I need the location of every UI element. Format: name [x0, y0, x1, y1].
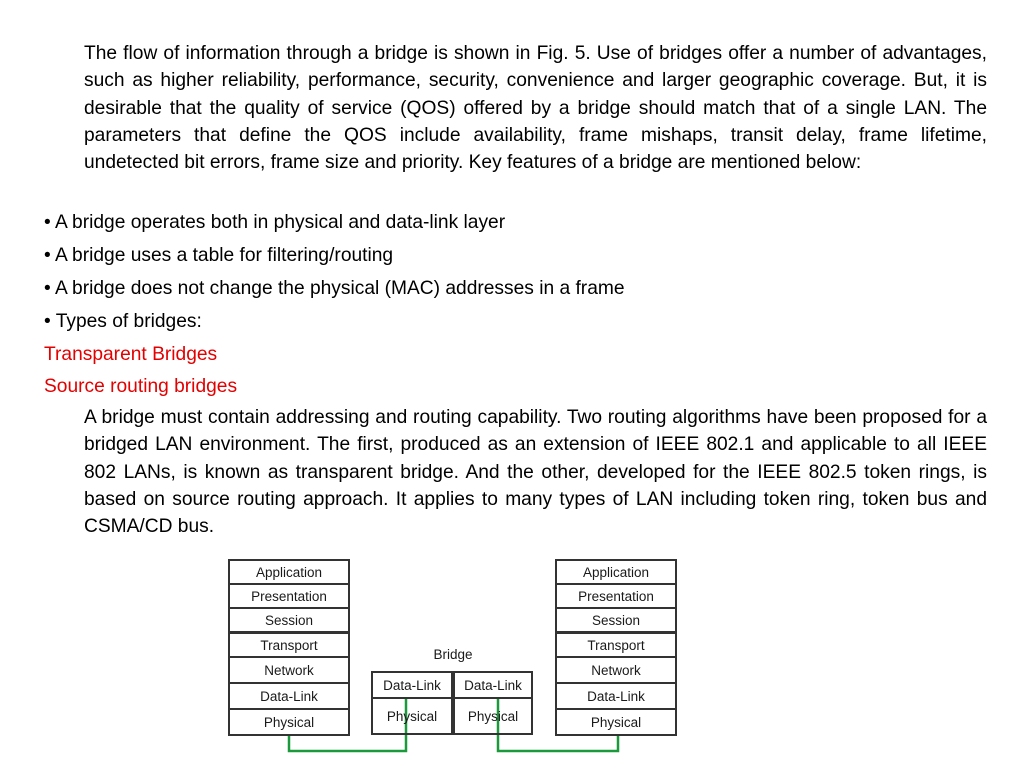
bridge-label: Bridge: [433, 647, 473, 662]
bridge-left-layer: Data-Link: [371, 671, 453, 699]
right-stack-layer: Data-Link: [555, 682, 677, 710]
right-stack-layer: Session: [555, 607, 677, 633]
left-stack-layer: Physical: [228, 708, 350, 736]
bullet-item: • A bridge does not change the physical (MAC) addresses in a frame: [44, 278, 625, 299]
bridge-type-transparent: Transparent Bridges: [44, 344, 218, 365]
right-stack-layer: Network: [555, 656, 677, 684]
right-stack-layer: Presentation: [555, 583, 677, 609]
right-stack-layer: Application: [555, 559, 677, 585]
bullet-item: • A bridge operates both in physical and data-link layer: [44, 212, 506, 233]
routing-paragraph: A bridge must contain addressing and routing capability. Two routing algorithms have been proposed for a bridged LAN environment. The first, produced as an extension of IEEE 802.1 and applicable to all IEEE 802 LANs, is known as transparent bridge. And the other, developed for the IEEE 802.5 token rings, is based on source routing approach. It applies to many types of LAN including token ring, token bus and CSMA/CD bus.: [84, 407, 987, 538]
left-stack-layer: Session: [228, 607, 350, 633]
right-stack-layer: Transport: [555, 632, 677, 658]
left-stack-layer: Transport: [228, 632, 350, 658]
left-stack-layer: Network: [228, 656, 350, 684]
left-stack-layer: Application: [228, 559, 350, 585]
bridge-right-layer: Data-Link: [453, 671, 533, 699]
bridge-left-layer: Physical: [371, 697, 453, 735]
bullet-item: • A bridge uses a table for filtering/routing: [44, 245, 394, 266]
intro-paragraph: The flow of information through a bridge is shown in Fig. 5. Use of bridges offer a number of advantages, such as higher reliability, performance, security, convenience and larger geographic coverage. But, it is desirable that the quality of service (QOS) offered by a bridge should match that of a single LAN. The parameters that define the QOS include availability, frame mishaps, transit delay, frame lifetime, undetected bit errors, frame size and priority. Key features of a bridge are mentioned below:: [84, 43, 987, 174]
left-stack-layer: Data-Link: [228, 682, 350, 710]
right-stack-layer: Physical: [555, 708, 677, 736]
left-stack-layer: Presentation: [228, 583, 350, 609]
bridge-type-source-routing: Source routing bridges: [44, 376, 238, 397]
bridge-right-layer: Physical: [453, 697, 533, 735]
bullet-item: • Types of bridges:: [44, 311, 202, 332]
